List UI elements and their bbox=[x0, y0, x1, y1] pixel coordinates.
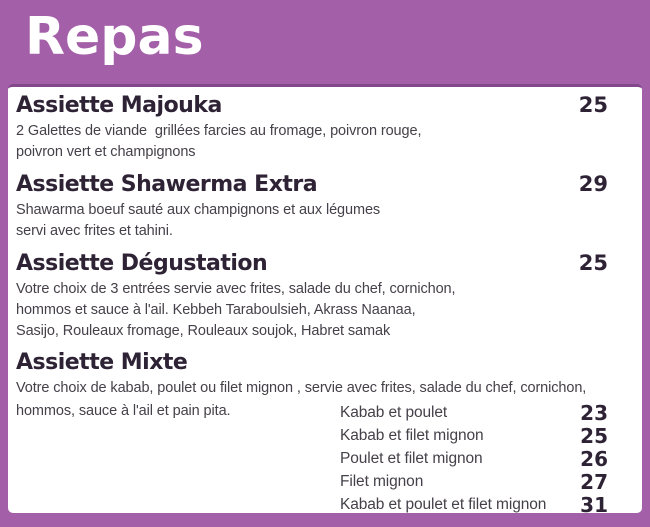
variant-label: Kabab et poulet bbox=[340, 403, 448, 421]
variant-row bbox=[340, 401, 632, 424]
description-line: hommos et sauce à l'ail. Kebbeh Taraboulsieh, Akrass Naanaa, bbox=[16, 302, 416, 318]
description-line: hommos, sauce à l'ail et pain pita. bbox=[16, 403, 231, 419]
item-description bbox=[16, 200, 632, 242]
item-description bbox=[16, 378, 632, 399]
description-line: Votre choix de kabab, poulet ou filet mignon , servie avec frites, salade du chef, cornichon, bbox=[16, 380, 587, 396]
menu-item-header bbox=[16, 350, 632, 376]
variant-label: Filet mignon bbox=[340, 472, 424, 490]
variant-row bbox=[340, 493, 632, 516]
menu-item-header bbox=[16, 250, 632, 277]
item-name: Assiette Dégustation bbox=[16, 251, 268, 276]
menu-item-shawerma-extra bbox=[16, 171, 632, 242]
item-price: 29 bbox=[578, 172, 608, 196]
variant-price: 23 bbox=[580, 400, 608, 425]
item-name: Assiette Mixte bbox=[16, 350, 188, 375]
menu-item-header bbox=[16, 92, 632, 119]
description-line: servi avec frites et tahini. bbox=[16, 223, 173, 239]
variant-price: 27 bbox=[580, 469, 608, 494]
variant-list bbox=[340, 401, 632, 516]
menu-item-header bbox=[16, 171, 632, 198]
variant-label: Poulet et filet mignon bbox=[340, 449, 483, 467]
variant-price: 26 bbox=[580, 446, 608, 471]
item-price: 25 bbox=[578, 251, 608, 275]
description-line: Sasijo, Rouleaux fromage, Rouleaux soujok, Habret samak bbox=[16, 323, 391, 339]
description-line: Shawarma boeuf sauté aux champignons et aux légumes bbox=[16, 202, 381, 218]
mixte-options-area bbox=[16, 401, 632, 516]
variant-row bbox=[340, 447, 632, 470]
variant-price: 31 bbox=[580, 492, 608, 517]
description-line: 2 Galettes de viande grillées farcies au fromage, poivron rouge, bbox=[16, 123, 422, 139]
description-line: poivron vert et champignons bbox=[16, 144, 196, 160]
item-description bbox=[16, 121, 632, 163]
menu-item-mixte bbox=[16, 350, 632, 516]
variant-label: Kabab et filet mignon bbox=[340, 426, 484, 444]
description-line: Votre choix de 3 entrées servie avec frites, salade du chef, cornichon, bbox=[16, 281, 456, 297]
page-title: Repas bbox=[25, 7, 204, 67]
menu-item-majouka bbox=[16, 92, 632, 163]
variant-row bbox=[340, 470, 632, 493]
variant-price: 25 bbox=[580, 423, 608, 448]
item-name: Assiette Majouka bbox=[16, 93, 222, 118]
item-name: Assiette Shawerma Extra bbox=[16, 172, 318, 197]
menu-card bbox=[8, 84, 642, 517]
menu-item-degustation bbox=[16, 250, 632, 342]
variant-row bbox=[340, 424, 632, 447]
item-description bbox=[16, 279, 632, 342]
item-price: 25 bbox=[578, 93, 608, 117]
variant-label: Kabab et poulet et filet mignon bbox=[340, 495, 547, 513]
